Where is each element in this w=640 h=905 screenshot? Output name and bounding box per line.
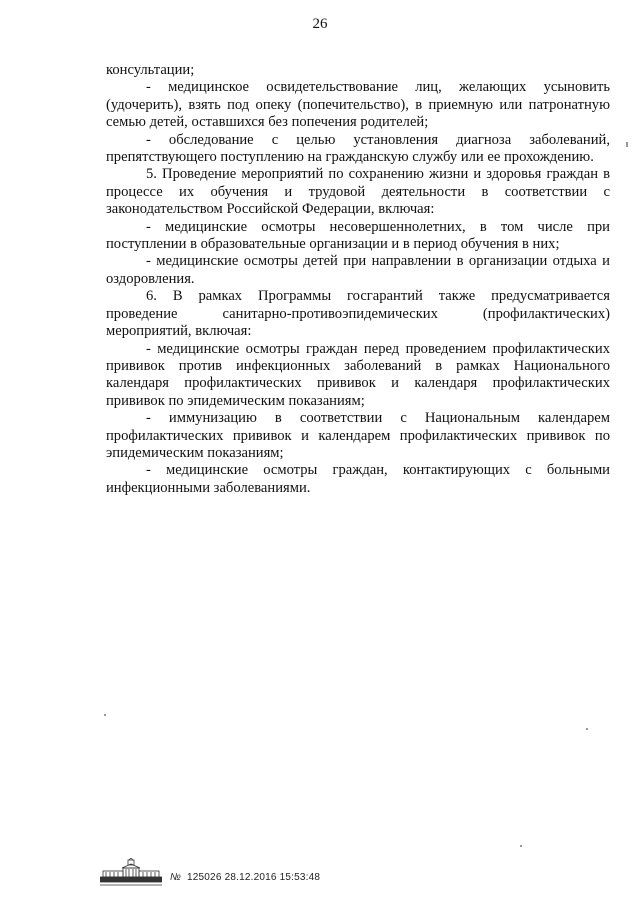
- paragraph-1: консультации;: [106, 62, 195, 78]
- government-building-icon: [100, 858, 162, 888]
- paragraph-8: - медицинские осмотры граждан перед проведением профилактических прививок против инфекционных заболеваний в рамках Национального календаря профилактических прививок и календаря профилактических прививок по эпидемическим показаниям;: [106, 340, 610, 409]
- document-body: [106, 62, 610, 497]
- document-timestamp: 28.12.2016 15:53:48: [224, 872, 321, 883]
- paragraph-2: - медицинское освидетельствование лиц, желающих усыновить (удочерить), взять под опеку (попечительство), в приемную или патронатную семью детей, оставшихся без попечения родителей;: [106, 79, 610, 131]
- paragraph-4: 5. Проведение мероприятий по сохранению жизни и здоровья граждан в процессе их обучения и трудовой деятельности в соответствии с законодательством Российской Федерации, включая:: [106, 166, 610, 218]
- scan-speck: [104, 714, 106, 716]
- paragraph-9: - иммунизацию в соответствии с Национальным календарем профилактических прививок и календарем профилактических прививок по эпидемическим показаниям;: [106, 410, 610, 461]
- document-registration-info: [170, 872, 320, 883]
- paragraph-5: - медицинские осмотры несовершеннолетних, в том числе при поступлении в образовательные организации и в период обучения в них;: [106, 218, 610, 253]
- page-number: 26: [312, 16, 328, 32]
- number-sign: №: [170, 872, 182, 883]
- document-footer: [100, 858, 520, 894]
- paragraph-6: - медицинские осмотры детей при направлении в организации отдыха и оздоровления.: [106, 253, 610, 287]
- paragraph-10: - медицинские осмотры граждан, контактирующих с больными инфекционными заболеваниями.: [106, 462, 610, 496]
- scan-speck: [626, 142, 628, 147]
- scan-speck: [520, 845, 522, 847]
- paragraph-7: 6. В рамках Программы госгарантий также предусматривается проведение санитарно-противоэпидемических (профилактических) мероприятий, включая:: [106, 288, 610, 340]
- document-number: 125026: [187, 872, 222, 883]
- scan-speck: [586, 728, 588, 730]
- paragraph-3: - обследование с целью установления диагноза заболеваний, препятствующего поступлению на гражданскую службу или ее прохождению.: [106, 131, 610, 166]
